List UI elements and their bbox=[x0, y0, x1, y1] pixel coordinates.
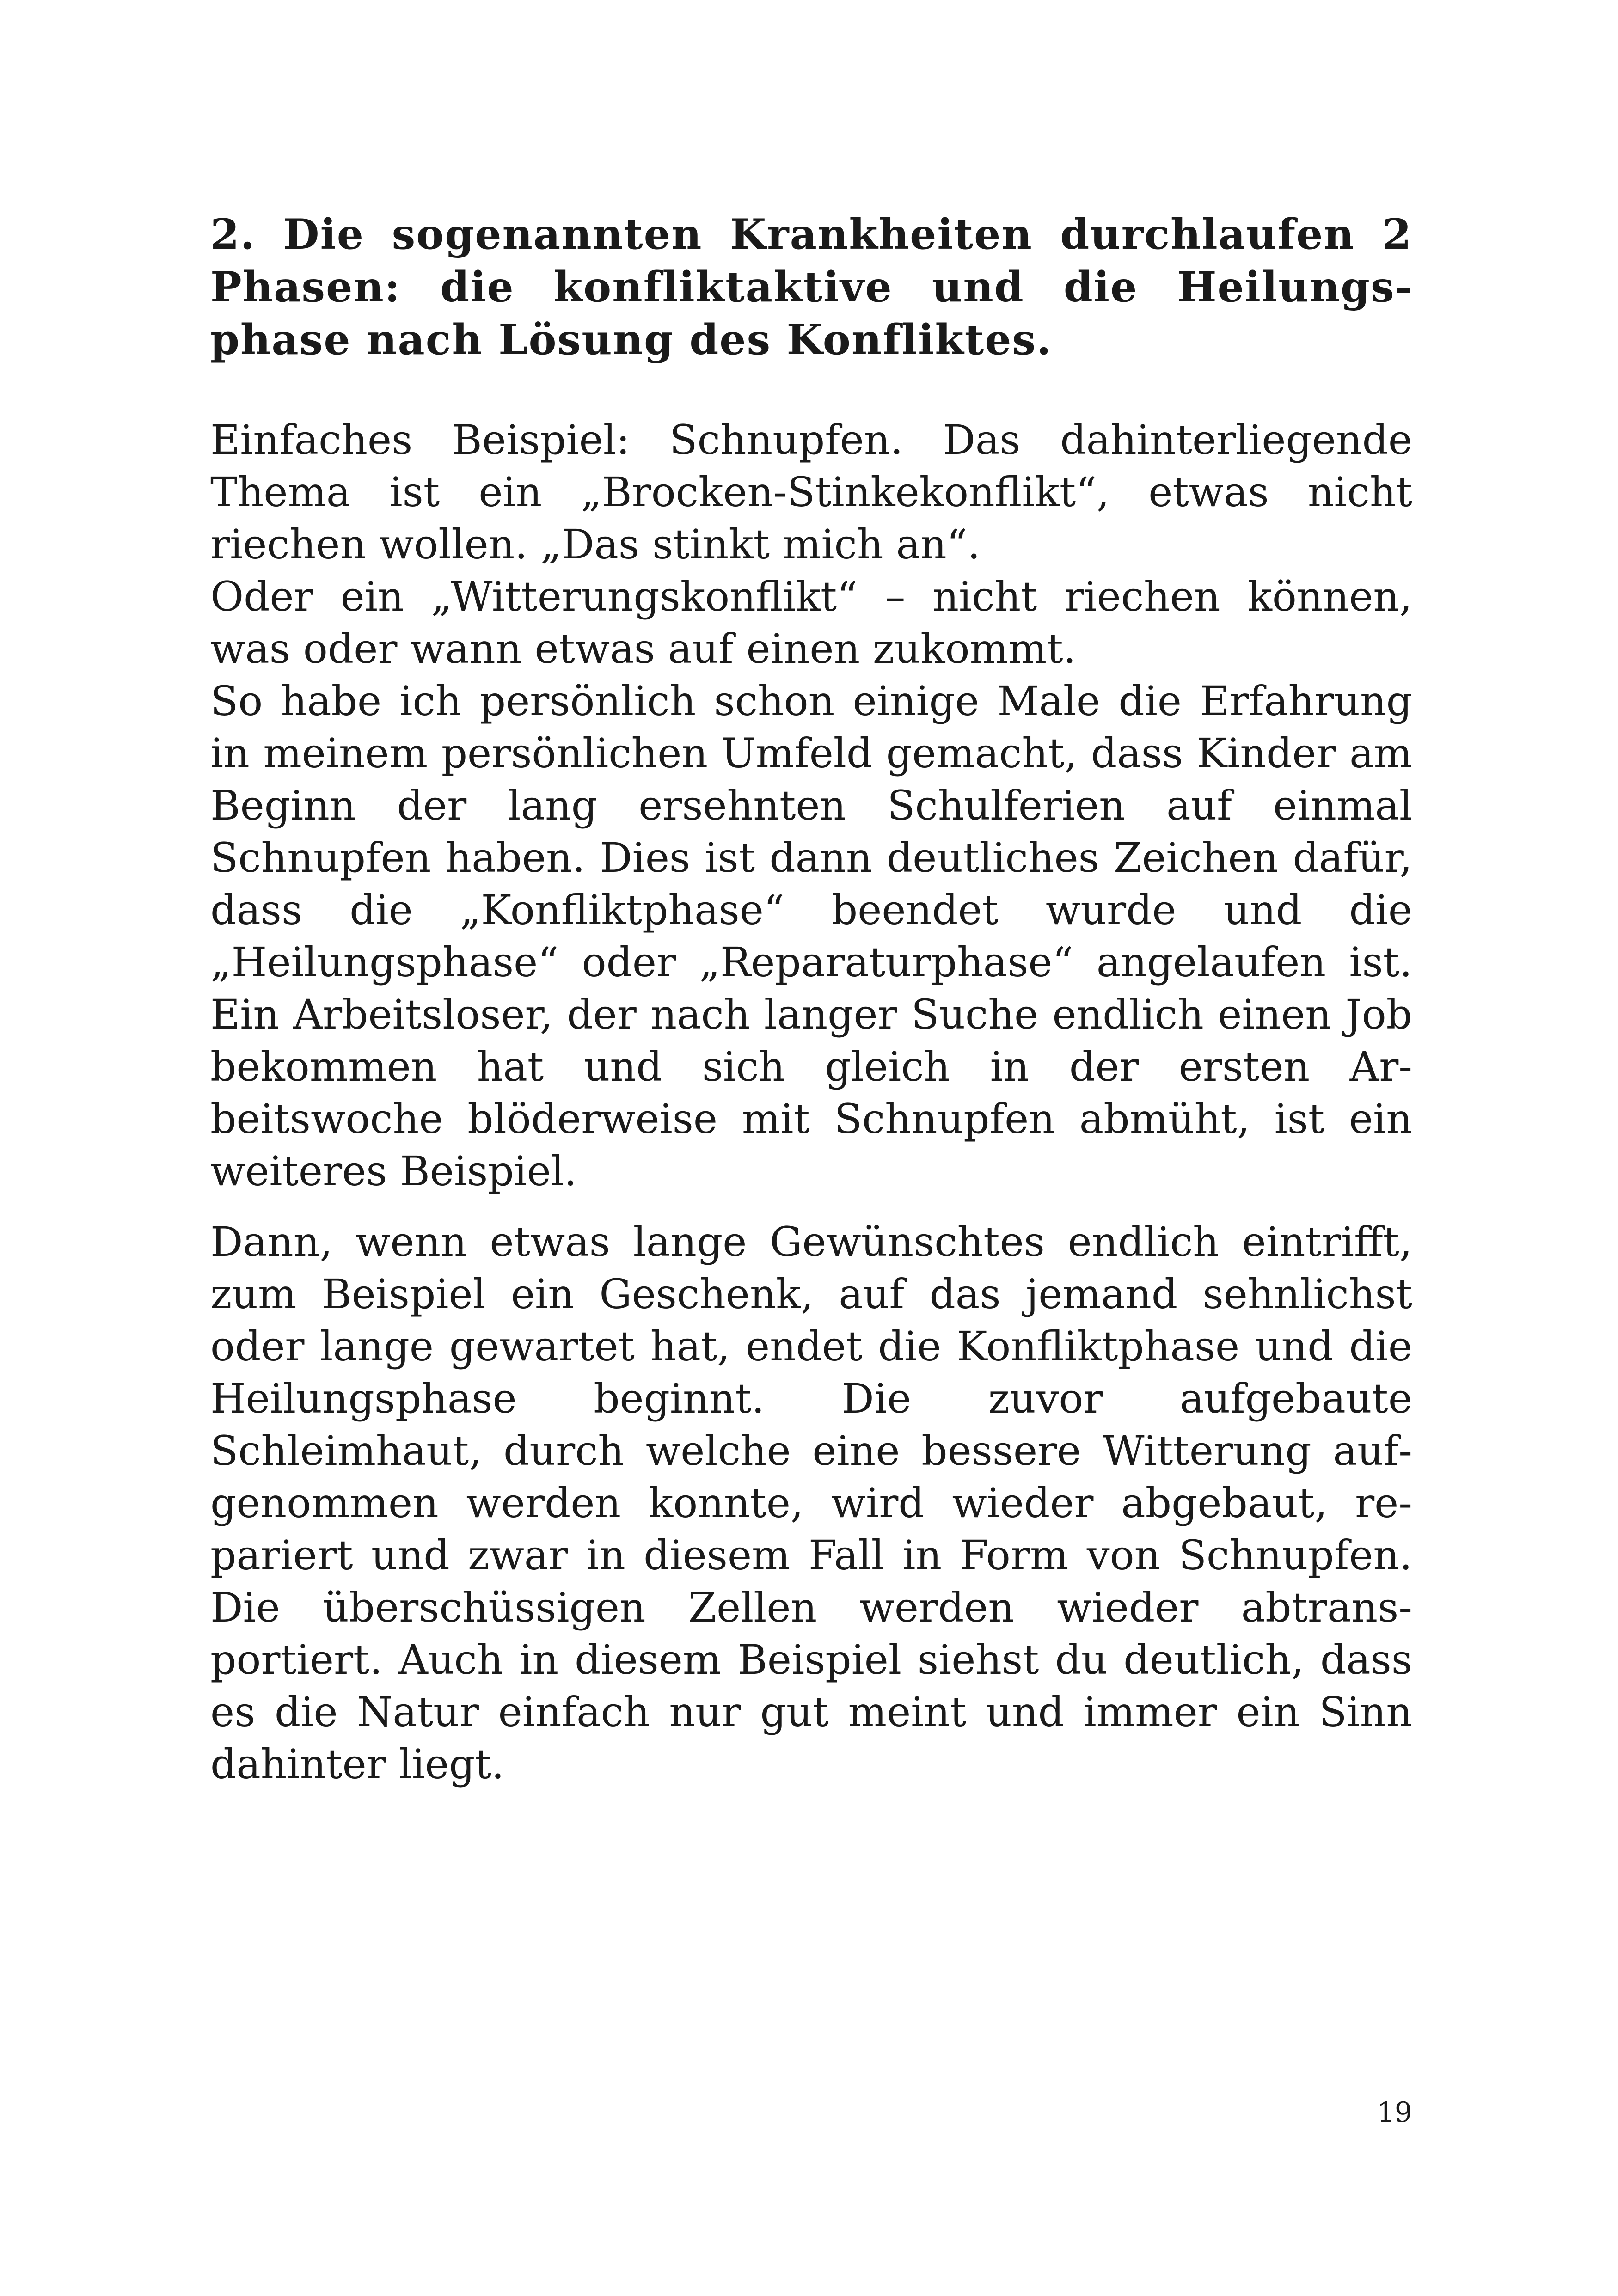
page-number: 19 bbox=[1377, 2096, 1412, 2129]
paragraph-witterung: Oder ein „Witterungskonflikt“ – nicht riechen können, was oder wann etwas auf einen zukommt. bbox=[210, 573, 1412, 673]
section-heading: 2. Die sogenannten Krankheiten durchlaufen 2 Phasen: die konfliktaktive und die Heilungsphase nach Lösung des Konfliktes. bbox=[210, 210, 1412, 364]
body-text-block-1 bbox=[210, 414, 1412, 1197]
body-text-block-2 bbox=[210, 1216, 1412, 1790]
paragraph-healing-phase: Dann, wenn etwas lange Gewünschtes endlich eintrifft, zum Beispiel ein Geschenk, auf das jemand sehnlichst oder lange gewartet hat, endet die Konfliktphase und die Heilungsphase beginnt. Die zuvor aufgebaute Schleimhaut, durch welche eine bessere Witterung aufgenommen werden konnte, wird wieder abgebaut, repariert und zwar in diesem Fall in Form von Schnupfen. Die überschüssigen Zellen werden wieder abtransportiert. Auch in diesem Beispiel siehst du deutlich, dass es die Natur einfach nur gut meint und immer ein Sinn dahinter liegt. bbox=[210, 1218, 1412, 1788]
paragraph-personal-experience: So habe ich persönlich schon einige Male die Erfahrung in meinem persönlichen Umfeld gemacht, dass Kinder am Beginn der lang ersehnten Schulferien auf einmal Schnupfen haben. Dies ist dann deutliches Zeichen dafür, dass die „Konfliktphase“ beendet wurde und die „Heilungsphase“ oder „Reparaturphase“ angelaufen ist. Ein Arbeitsloser, der nach langer Suche endlich einen Job bekommen hat und sich gleich in der ersten Arbeitswoche blöderweise mit Schnupfen abmüht, ist ein weiteres Beispiel. bbox=[210, 677, 1412, 1195]
paragraph-example-intro: Einfaches Beispiel: Schnupfen. Das dahinterliegende Thema ist ein „Brocken-Stinkekonflikt“, etwas nicht riechen wollen. „Das stinkt mich an“. bbox=[210, 416, 1412, 568]
